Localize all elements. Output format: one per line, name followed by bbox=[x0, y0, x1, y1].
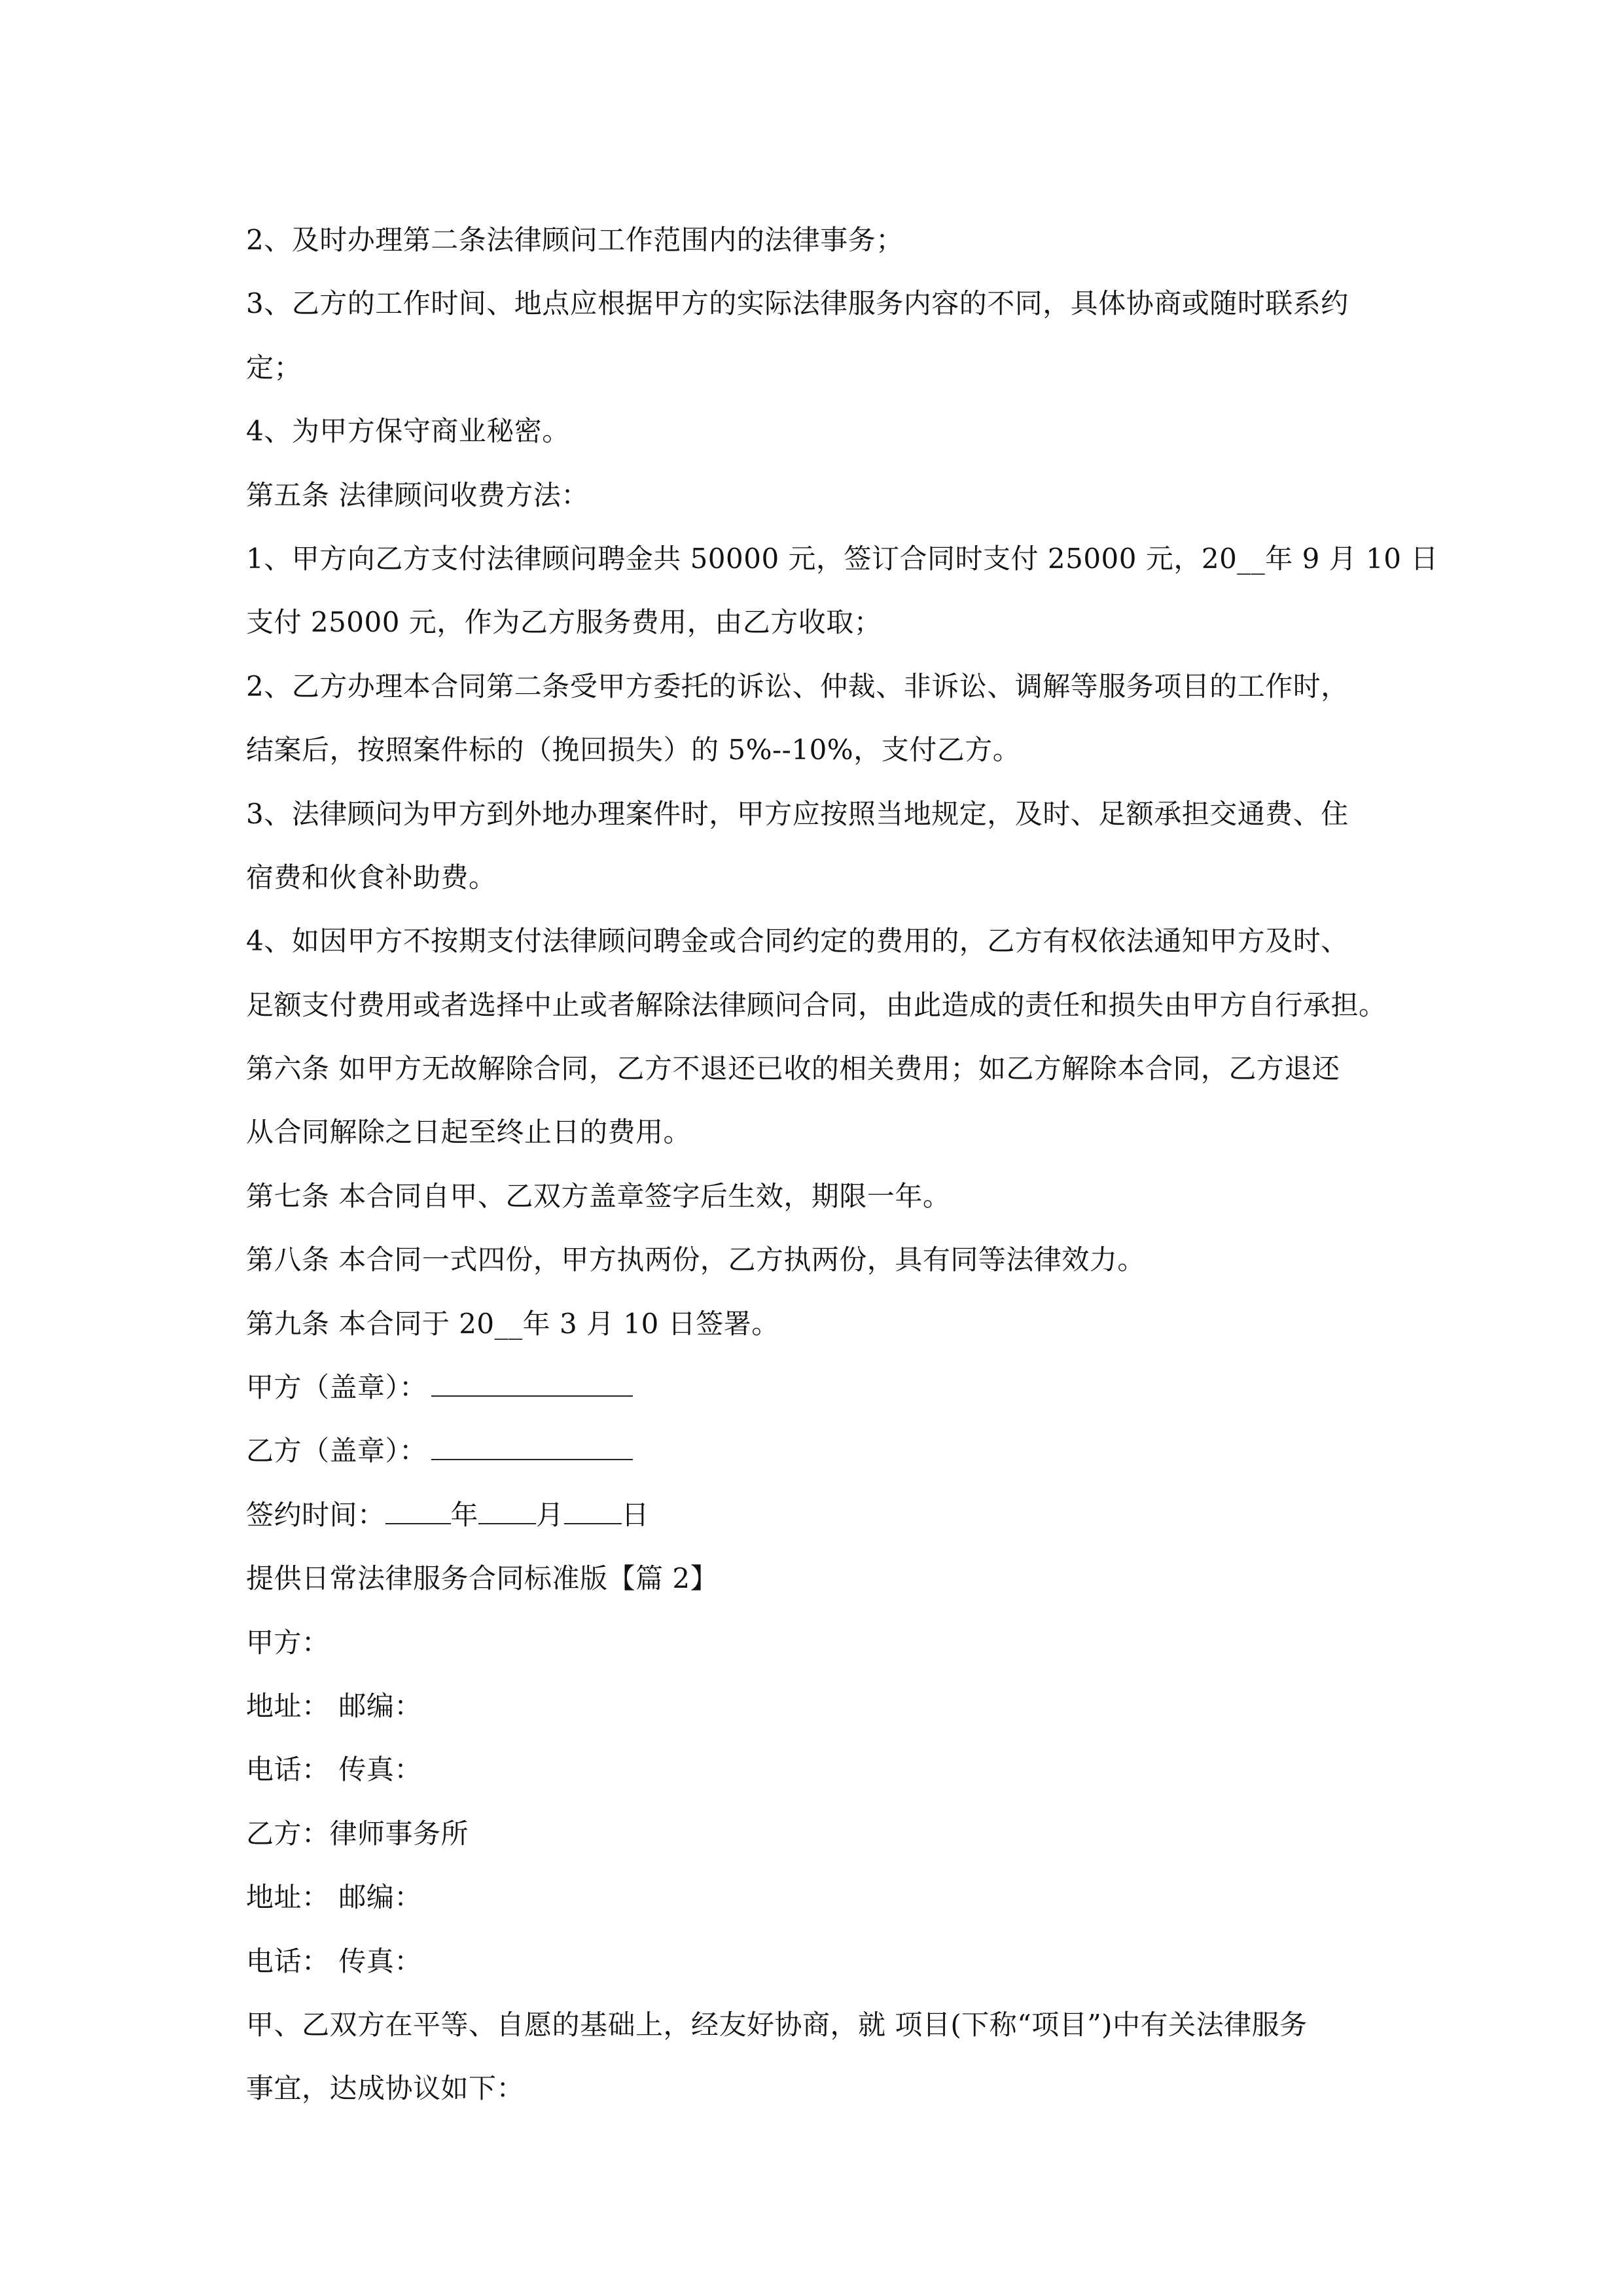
text-line: 第九条 本合同于 20__年 3 月 10 日签署。 bbox=[246, 1307, 779, 1340]
text-line: 甲方： bbox=[246, 1626, 330, 1659]
text-line: 宿费和伙食补助费。 bbox=[246, 861, 497, 893]
text-line: 电话： 传真： bbox=[246, 1753, 422, 1786]
text-line: 4、如因甲方不按期支付法律顾问聘金或合同约定的费用的，乙方有权依法通知甲方及时、 bbox=[246, 925, 1349, 958]
text-line: 足额支付费用或者选择中止或者解除法律顾问合同，由此造成的责任和损失由甲方自行承担。 bbox=[246, 988, 1387, 1021]
section-heading: 提供日常法律服务合同标准版【篇 2】 bbox=[246, 1562, 719, 1595]
text-line: 从合同解除之日起至终止日的费用。 bbox=[246, 1116, 692, 1149]
text-line: 支付 25000 元，作为乙方服务费用，由乙方收取； bbox=[246, 606, 882, 639]
contract-text bbox=[246, 208, 1438, 2121]
text-line: 定； bbox=[246, 351, 302, 384]
month-label: 月 bbox=[536, 1498, 564, 1531]
text-line: 地址： 邮编： bbox=[246, 1881, 422, 1914]
text-line: 事宜，达成协议如下： bbox=[246, 2072, 525, 2105]
text-line: 3、法律顾问为甲方到外地办理案件时，甲方应按照当地规定，及时、足额承担交通费、住 bbox=[246, 797, 1349, 830]
day-label: 日 bbox=[621, 1498, 650, 1531]
year-label: 年 bbox=[450, 1498, 479, 1531]
party-a-seal-label: 甲方（盖章）： bbox=[246, 1371, 427, 1404]
text-line: 结案后，按照案件标的（挽回损失）的 5%--10%，支付乙方。 bbox=[246, 734, 1021, 766]
text-line: 2、及时办理第二条法律顾问工作范围内的法律事务； bbox=[246, 224, 904, 256]
sign-month-blank[interactable] bbox=[478, 1498, 536, 1524]
text-line: 乙方：律师事务所 bbox=[246, 1817, 469, 1850]
sign-time-line bbox=[246, 1483, 1385, 1547]
text-line: 第五条 法律顾问收费方法： bbox=[246, 478, 589, 511]
party-a-seal-line bbox=[246, 1355, 1385, 1419]
sign-year-blank[interactable] bbox=[385, 1498, 451, 1524]
text-line: 2、乙方办理本合同第二条受甲方委托的诉讼、仲裁、非诉讼、调解等服务项目的工作时， bbox=[246, 670, 1349, 702]
text-line: 1、甲方向乙方支付法律顾问聘金共 50000 元，签订合同时支付 25000 元，20__年 9 月 10 日 bbox=[246, 542, 1438, 575]
text-line: 第七条 本合同自甲、乙双方盖章签字后生效，期限一年。 bbox=[246, 1179, 951, 1212]
text-line: 地址： 邮编： bbox=[246, 1689, 422, 1722]
party-b-seal-label: 乙方（盖章）： bbox=[246, 1435, 427, 1467]
text-line: 4、为甲方保守商业秘密。 bbox=[246, 415, 570, 448]
text-line: 电话： 传真： bbox=[246, 1945, 422, 1977]
text-line: 第八条 本合同一式四份，甲方执两份，乙方执两份，具有同等法律效力。 bbox=[246, 1244, 1145, 1276]
party-b-seal-blank[interactable] bbox=[431, 1434, 633, 1460]
text-line: 3、乙方的工作时间、地点应根据甲方的实际法律服务内容的不同，具体协商或随时联系约 bbox=[246, 287, 1349, 320]
party-a-seal-blank[interactable] bbox=[431, 1371, 633, 1397]
sign-time-label: 签约时间： bbox=[246, 1498, 385, 1531]
sign-day-blank[interactable] bbox=[564, 1498, 622, 1524]
party-b-seal-line bbox=[246, 1419, 1385, 1482]
text-line: 甲、乙双方在平等、自愿的基础上，经友好协商，就 项目(下称“项目”)中有关法律服务 bbox=[246, 2008, 1308, 2041]
text-line: 第六条 如甲方无故解除合同，乙方不退还已收的相关费用；如乙方解除本合同，乙方退还 bbox=[246, 1052, 1340, 1085]
